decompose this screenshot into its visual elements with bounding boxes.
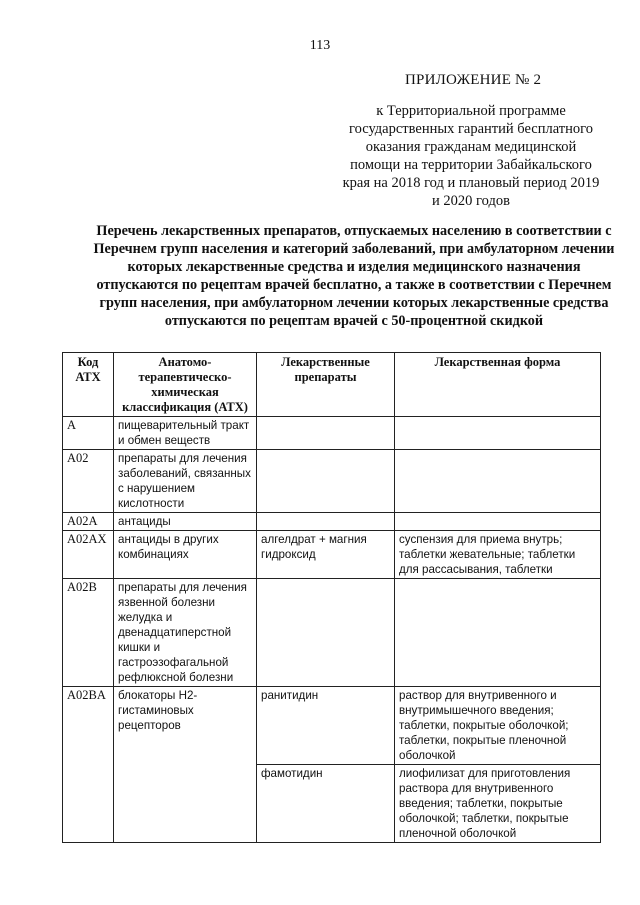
header-drugs: Лекарственные препараты	[257, 353, 395, 417]
drug-name	[257, 579, 395, 687]
table-row	[63, 513, 601, 531]
atx-classification: препараты для лечения заболеваний, связанных с нарушением кислотности	[114, 450, 257, 513]
table-row	[63, 579, 601, 687]
atx-code: A	[63, 417, 114, 450]
atx-classification: пищеварительный тракт и обмен веществ	[114, 417, 257, 450]
atx-code: A02B	[63, 579, 114, 687]
document-heading: Перечень лекарственных препаратов, отпускаемых населению в соответствии с Перечнем групп населения и категорий заболеваний, при амбулаторном лечении которых лекарственные средства и изделия медицинского назначения отпускаются по рецептам врачей бесплатно, а также в соответствии с Перечнем групп населения, при амбулаторном лечении которых лекарственные средства отпускаются по рецептам врачей с 50-процентной скидкой	[93, 223, 615, 329]
page-number: 113	[309, 38, 331, 53]
dosage-form: суспензия для приема внутрь; таблетки жевательные; таблетки для рассасывания, таблетки	[395, 531, 601, 579]
drug-name: алгелдрат + магния гидроксид	[257, 531, 395, 579]
drug-name	[257, 513, 395, 531]
atx-code: A02AX	[63, 531, 114, 579]
drug-name: фамотидин	[257, 765, 395, 843]
table-row	[63, 531, 601, 579]
header-form: Лекарственная форма	[395, 353, 601, 417]
atx-code: A02A	[63, 513, 114, 531]
dosage-form	[395, 450, 601, 513]
table-row	[63, 687, 601, 765]
dosage-form: раствор для внутривенного и внутримышечного введения; таблетки, покрытые оболочкой; таблетки, покрытые пленочной оболочкой	[395, 687, 601, 765]
appendix-description: к Территориальной программе государственных гарантий бесплатного оказания гражданам медицинской помощи на территории Забайкальского края на 2018 год и плановый период 2019 и 2020 годов	[342, 103, 600, 209]
atx-code: A02	[63, 450, 114, 513]
atx-classification: антациды в других комбинациях	[114, 531, 257, 579]
table-row	[63, 450, 601, 513]
table-header-row	[63, 353, 601, 417]
atx-classification: препараты для лечения язвенной болезни желудка и двенадцатиперстной кишки и гастроэзофагальной рефлюксной болезни	[114, 579, 257, 687]
dosage-form	[395, 513, 601, 531]
dosage-form	[395, 417, 601, 450]
dosage-form: лиофилизат для приготовления раствора для внутривенного введения; таблетки, покрытые оболочкой; таблетки, покрытые пленочной оболочкой	[395, 765, 601, 843]
drug-name	[257, 450, 395, 513]
atx-classification: блокаторы Н2-гистаминовых рецепторов	[114, 687, 257, 843]
atx-table	[62, 352, 601, 843]
table-row	[63, 417, 601, 450]
atx-classification: антациды	[114, 513, 257, 531]
dosage-form	[395, 579, 601, 687]
atx-code: A02BA	[63, 687, 114, 843]
drug-name	[257, 417, 395, 450]
header-code: Код АТХ	[63, 353, 114, 417]
drug-name: ранитидин	[257, 687, 395, 765]
appendix-title: ПРИЛОЖЕНИЕ № 2	[405, 72, 542, 88]
header-classification: Анатомо- терапевтическо- химическая классификация (АТХ)	[114, 353, 257, 417]
